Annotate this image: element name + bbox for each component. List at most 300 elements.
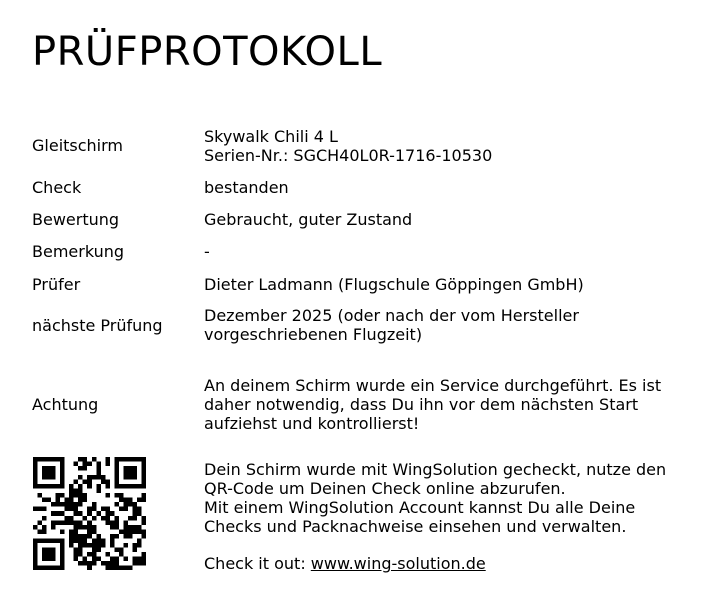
qr-module <box>51 457 56 462</box>
qr-module <box>38 457 43 462</box>
qr-module <box>128 534 133 539</box>
qr-module <box>137 538 142 543</box>
qr-module <box>60 466 65 471</box>
qr-module <box>69 529 74 534</box>
qr-module <box>92 543 97 548</box>
qr-module <box>119 484 124 489</box>
qr-module <box>123 471 128 476</box>
qr-module <box>123 529 128 534</box>
qr-module <box>114 475 119 480</box>
qr-module <box>114 457 119 462</box>
qr-module <box>51 484 56 489</box>
qr-module <box>65 498 70 503</box>
qr-module <box>92 502 97 507</box>
qr-module <box>33 543 38 548</box>
qr-module <box>83 543 88 548</box>
qr-module <box>96 484 101 489</box>
qr-module <box>87 520 92 525</box>
qr-module <box>69 516 74 521</box>
qr-module <box>87 534 92 539</box>
qr-module <box>69 502 74 507</box>
qr-module <box>123 534 128 539</box>
qr-module <box>128 498 133 503</box>
label-bewertung: Bewertung <box>32 210 120 229</box>
qr-module <box>56 565 61 570</box>
qr-module <box>78 538 83 543</box>
qr-module <box>87 475 92 480</box>
qr-module <box>128 529 133 534</box>
qr-module <box>69 538 74 543</box>
qr-module <box>60 538 65 543</box>
qr-module <box>69 507 74 512</box>
value-bewertung: Gebraucht, guter Zustand <box>204 210 413 229</box>
qr-module <box>33 561 38 566</box>
qr-module <box>60 475 65 480</box>
qr-module <box>42 457 47 462</box>
qr-module <box>141 529 146 534</box>
qr-module <box>114 534 119 539</box>
qr-module <box>33 462 38 467</box>
qr-module <box>141 466 146 471</box>
qr-module <box>128 565 133 570</box>
qr-module <box>65 502 70 507</box>
qr-module <box>51 547 56 552</box>
qr-module <box>78 475 83 480</box>
qr-module <box>137 543 142 548</box>
qr-module <box>69 493 74 498</box>
qr-module <box>137 457 142 462</box>
qr-module <box>74 507 79 512</box>
qr-module <box>132 466 137 471</box>
qr-module <box>105 511 110 516</box>
qr-module <box>56 484 61 489</box>
qr-module <box>123 520 128 525</box>
qr-module <box>47 457 52 462</box>
qr-module <box>83 466 88 471</box>
qr-module <box>78 493 83 498</box>
qr-module <box>132 457 137 462</box>
qr-module <box>114 516 119 521</box>
qr-module <box>87 511 92 516</box>
qr-module <box>87 484 92 489</box>
qr-module <box>78 543 83 548</box>
qr-module <box>128 475 133 480</box>
qr-module <box>96 471 101 476</box>
label-check: Check <box>32 178 82 197</box>
qr-module <box>56 457 61 462</box>
qr-module <box>42 475 47 480</box>
qr-module <box>137 484 142 489</box>
qr-module <box>114 525 119 530</box>
qr-module <box>47 466 52 471</box>
qr-module <box>101 543 106 548</box>
qr-module <box>123 498 128 503</box>
qr-module <box>83 525 88 530</box>
document-title: PRÜFPROTOKOLL <box>32 29 383 75</box>
qr-module <box>96 462 101 467</box>
qr-module <box>92 507 97 512</box>
qr-module <box>105 507 110 512</box>
next-check-line: Dezember 2025 (oder nach der vom Hersteller <box>204 306 579 325</box>
qr-module <box>51 475 56 480</box>
qr-module <box>42 507 47 512</box>
qr-module <box>74 493 79 498</box>
qr-module <box>92 457 97 462</box>
qr-module <box>92 525 97 530</box>
qr-module <box>83 493 88 498</box>
qr-module <box>96 556 101 561</box>
qr-module <box>74 552 79 557</box>
qr-module <box>119 547 124 552</box>
label-bemerkung: Bemerkung <box>32 242 125 261</box>
qr-module <box>101 516 106 521</box>
qr-module <box>60 502 65 507</box>
qr-module <box>60 561 65 566</box>
qr-module <box>123 475 128 480</box>
qr-module <box>60 471 65 476</box>
qr-module <box>60 529 65 534</box>
qr-module <box>83 538 88 543</box>
qr-module <box>42 529 47 534</box>
qr-module <box>78 552 83 557</box>
qr-module <box>119 498 124 503</box>
qr-module <box>69 498 74 503</box>
qr-module <box>110 556 115 561</box>
qr-module <box>114 556 119 561</box>
qr-module <box>51 565 56 570</box>
qr-module <box>38 538 43 543</box>
qr-module <box>132 471 137 476</box>
qr-module <box>141 561 146 566</box>
qr-module <box>42 516 47 521</box>
qr-module <box>83 457 88 462</box>
qr-module <box>137 561 142 566</box>
value-naechste-pruefung <box>204 306 694 344</box>
qr-module <box>110 534 115 539</box>
info-line: QR-Code um Deinen Check online abzurufen. <box>204 479 566 498</box>
qr-module <box>87 543 92 548</box>
qr-module <box>56 520 61 525</box>
qr-module <box>78 511 83 516</box>
qr-module <box>119 493 124 498</box>
qr-module <box>101 507 106 512</box>
value-check: bestanden <box>204 178 289 197</box>
qr-module <box>114 462 119 467</box>
qr-module <box>60 520 65 525</box>
qr-module <box>83 561 88 566</box>
qr-module <box>42 538 47 543</box>
qr-module <box>123 525 128 530</box>
qr-module <box>141 462 146 467</box>
qr-module <box>114 502 119 507</box>
cta-line <box>204 554 694 573</box>
qr-module <box>96 466 101 471</box>
qr-module <box>38 565 43 570</box>
qr-module <box>110 565 115 570</box>
qr-module <box>47 475 52 480</box>
qr-module <box>78 525 83 530</box>
qr-module <box>123 556 128 561</box>
qr-module <box>33 471 38 476</box>
qr-module <box>83 480 88 485</box>
qr-module <box>60 543 65 548</box>
info-line: Dein Schirm wurde mit WingSolution gecheckt, nutze den <box>204 460 667 479</box>
qr-module <box>96 547 101 552</box>
qr-module <box>33 547 38 552</box>
qr-module <box>33 556 38 561</box>
qr-module <box>87 561 92 566</box>
qr-module <box>87 552 92 557</box>
qr-module <box>92 516 97 521</box>
qr-module <box>87 525 92 530</box>
qr-module <box>87 462 92 467</box>
qr-module <box>47 547 52 552</box>
qr-module <box>60 565 65 570</box>
qr-module <box>132 484 137 489</box>
qr-module <box>69 484 74 489</box>
qr-module <box>141 534 146 539</box>
qr-module <box>78 457 83 462</box>
cta-prefix: Check it out: <box>204 554 306 573</box>
qr-module <box>132 547 137 552</box>
qr-module <box>132 529 137 534</box>
info-line: Checks und Packnachweise einsehen und verwalten. <box>204 517 627 536</box>
qr-module <box>33 484 38 489</box>
qr-module <box>38 529 43 534</box>
qr-module <box>137 507 142 512</box>
label-pruefer: Prüfer <box>32 275 81 294</box>
qr-module <box>96 475 101 480</box>
qr-module <box>78 502 83 507</box>
qr-module <box>92 552 97 557</box>
qr-module <box>33 538 38 543</box>
qr-module <box>101 538 106 543</box>
qr-module <box>60 457 65 462</box>
qr-module <box>78 484 83 489</box>
qr-module <box>51 471 56 476</box>
qr-module <box>51 520 56 525</box>
qr-module <box>56 538 61 543</box>
qr-module <box>74 489 79 494</box>
qr-module <box>123 565 128 570</box>
warning-line: aufziehst und kontrollierst! <box>204 414 420 433</box>
qr-module <box>141 493 146 498</box>
qr-module <box>47 565 52 570</box>
qr-module <box>119 457 124 462</box>
qr-module <box>60 547 65 552</box>
qr-module <box>123 457 128 462</box>
qr-module <box>114 547 119 552</box>
qr-module <box>42 471 47 476</box>
qr-module <box>128 525 133 530</box>
qr-module <box>132 475 137 480</box>
qr-module <box>42 565 47 570</box>
qr-module <box>132 543 137 548</box>
glider-serial-number: Serien-Nr.: SGCH40L0R-1716-10530 <box>204 146 493 165</box>
qr-module <box>110 538 115 543</box>
qr-module <box>96 543 101 548</box>
qr-module <box>42 552 47 557</box>
qr-module <box>137 525 142 530</box>
info-text <box>204 460 694 536</box>
qr-module <box>141 457 146 462</box>
qr-module <box>33 475 38 480</box>
qr-module <box>92 561 97 566</box>
qr-module <box>47 484 52 489</box>
qr-module <box>141 480 146 485</box>
qr-module <box>51 525 56 530</box>
qr-module <box>141 475 146 480</box>
qr-module <box>51 552 56 557</box>
qr-module <box>38 493 43 498</box>
qr-module <box>74 520 79 525</box>
qr-module <box>101 475 106 480</box>
qr-module <box>141 471 146 476</box>
qr-module <box>38 484 43 489</box>
qr-module <box>65 516 70 521</box>
qr-module <box>114 561 119 566</box>
qr-module <box>119 507 124 512</box>
qr-module <box>60 511 65 516</box>
qr-module <box>33 552 38 557</box>
qr-module <box>60 552 65 557</box>
qr-module <box>78 498 83 503</box>
qr-module <box>51 538 56 543</box>
qr-module <box>119 565 124 570</box>
website-link[interactable]: www.wing-solution.de <box>310 554 486 573</box>
qr-module <box>132 511 137 516</box>
qr-module <box>51 511 56 516</box>
qr-module <box>87 507 92 512</box>
qr-module <box>42 547 47 552</box>
qr-module <box>33 507 38 512</box>
qr-module <box>123 466 128 471</box>
qr-module <box>65 507 70 512</box>
qr-module <box>96 534 101 539</box>
qr-module <box>128 484 133 489</box>
qr-module <box>42 525 47 530</box>
qr-module <box>105 457 110 462</box>
qr-module <box>105 516 110 521</box>
qr-module <box>33 565 38 570</box>
info-line: Mit einem WingSolution Account kannst Du alle Deine <box>204 498 636 517</box>
qr-module <box>78 466 83 471</box>
qr-module <box>33 457 38 462</box>
qr-module <box>101 480 106 485</box>
warning-line: An deinem Schirm wurde ein Service durchgeführt. Es ist <box>204 376 662 395</box>
qr-module <box>110 511 115 516</box>
qr-module <box>83 534 88 539</box>
qr-module <box>92 556 97 561</box>
qr-module <box>132 502 137 507</box>
qr-module <box>123 507 128 512</box>
qr-module <box>51 556 56 561</box>
qr-module <box>74 538 79 543</box>
qr-module <box>69 534 74 539</box>
qr-module <box>132 556 137 561</box>
qr-module <box>69 543 74 548</box>
qr-module <box>83 462 88 467</box>
qr-module <box>110 561 115 566</box>
qr-module <box>101 561 106 566</box>
qr-module <box>128 516 133 521</box>
qr-module <box>42 466 47 471</box>
warning-line: daher notwendig, dass Du ihn vor dem nächsten Start <box>204 395 639 414</box>
qr-module <box>141 552 146 557</box>
qr-module <box>114 484 119 489</box>
qr-module <box>128 466 133 471</box>
qr-module <box>105 552 110 557</box>
qr-module <box>92 547 97 552</box>
qr-module <box>132 561 137 566</box>
qr-module <box>141 516 146 521</box>
qr-module <box>105 484 110 489</box>
qr-module <box>141 498 146 503</box>
qr-module <box>128 502 133 507</box>
qr-module <box>47 471 52 476</box>
next-check-line: vorgeschriebenen Flugzeit) <box>204 325 423 344</box>
qr-module <box>74 534 79 539</box>
label-naechste-pruefung: nächste Prüfung <box>32 316 163 335</box>
qr-module <box>74 525 79 530</box>
glider-model: Skywalk Chili 4 L <box>204 127 338 146</box>
qr-module <box>105 493 110 498</box>
qr-module <box>56 511 61 516</box>
qr-module <box>92 475 97 480</box>
qr-module <box>33 525 38 530</box>
qr-module <box>105 561 110 566</box>
qr-module <box>42 498 47 503</box>
qr-module <box>83 498 88 503</box>
qr-module <box>105 520 110 525</box>
value-gleitschirm <box>204 127 694 165</box>
qr-module <box>56 498 61 503</box>
qr-module <box>78 520 83 525</box>
qr-module <box>123 502 128 507</box>
qr-module <box>69 520 74 525</box>
qr-module <box>83 556 88 561</box>
qr-module <box>141 556 146 561</box>
qr-module <box>74 462 79 467</box>
qr-module <box>137 556 142 561</box>
qr-module <box>87 565 92 570</box>
qr-module <box>38 507 43 512</box>
qr-module <box>69 489 74 494</box>
qr-module <box>60 556 65 561</box>
qr-module <box>33 466 38 471</box>
qr-module <box>110 543 115 548</box>
qr-module <box>132 507 137 512</box>
qr-module <box>74 556 79 561</box>
qr-module <box>42 556 47 561</box>
qr-module <box>74 502 79 507</box>
qr-module <box>105 480 110 485</box>
qr-module <box>65 520 70 525</box>
qr-module <box>83 516 88 521</box>
qr-module <box>96 538 101 543</box>
qr-module <box>128 457 133 462</box>
qr-module <box>119 529 124 534</box>
qr-module <box>123 484 128 489</box>
qr-module <box>56 493 61 498</box>
value-achtung <box>204 376 694 433</box>
qr-module <box>96 511 101 516</box>
qr-module <box>47 538 52 543</box>
qr-code[interactable] <box>33 457 146 570</box>
qr-module <box>132 516 137 521</box>
qr-module <box>114 493 119 498</box>
qr-module <box>78 547 83 552</box>
